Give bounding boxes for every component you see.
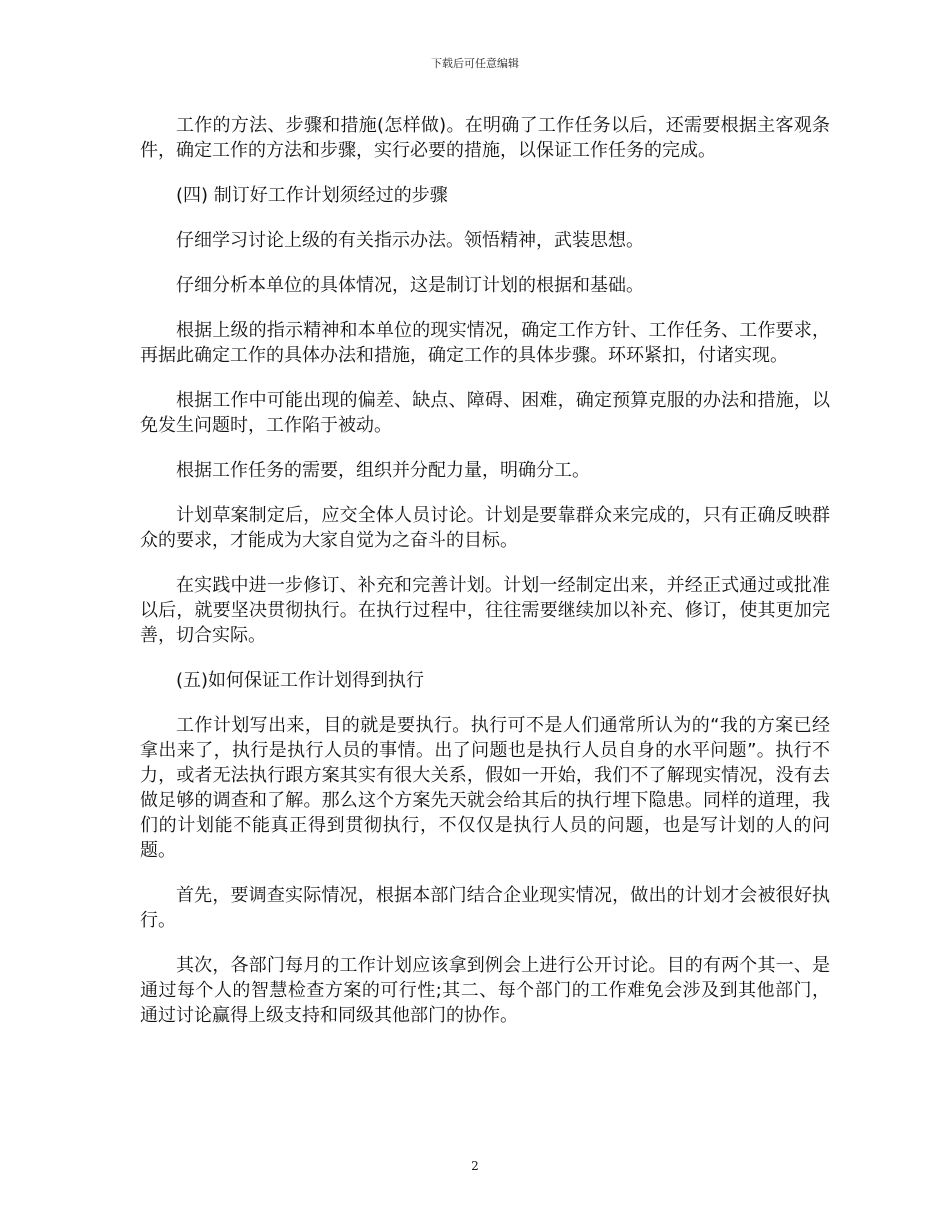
page-number: 2 [471, 1159, 479, 1173]
paragraph-methods: 工作的方法、步骤和措施(怎样做)。在明确了工作任务以后，还需要根据主客观条件，确定工作的方法和步骤，实行必要的措施，以保证工作任务的完成。 [140, 115, 830, 161]
paragraph-organize: 根据工作任务的需要，组织并分配力量，明确分工。 [176, 460, 590, 481]
paragraph-determine: 根据上级的指示精神和本单位的现实情况，确定工作方针、工作任务、工作要求，再据此确定工作的具体办法和措施，确定工作的具体步骤。环环紧扣，付诸实现。 [140, 320, 830, 366]
paragraph-second: 其次，各部门每月的工作计划应该拿到例会上进行公开讨论。目的有两个其一、是通过每个人的智慧检查方案的可行性;其二、每个部门的工作难免会涉及到其他部门，通过讨论赢得上级支持和同级其他部门的协作。 [140, 955, 830, 1026]
paragraph-discuss: 计划草案制定后，应交全体人员讨论。计划是要靠群众来完成的，只有正确反映群众的要求，才能成为大家自觉为之奋斗的目标。 [140, 505, 830, 551]
paragraph-analyze: 仔细分析本单位的具体情况，这是制订计划的根据和基础。 [176, 275, 644, 296]
paragraph-revise: 在实践中进一步修订、补充和完善计划。计划一经制定出来，并经正式通过或批准以后，就要坚决贯彻执行。在执行过程中，往往需要继续加以补充、修订，使其更加完善，切合实际。 [140, 575, 830, 646]
section-heading-4: (四) 制订好工作计划须经过的步骤 [176, 185, 448, 206]
paragraph-execution: 工作计划写出来，目的就是要执行。执行可不是人们通常所认为的“我的方案已经拿出来了，执行是执行人员的事情。出了问题也是执行人员自身的水平问题”。执行不力，或者无法执行跟方案其实有很大关系，假如一开始，我们不了解现实情况，没有去做足够的调查和了解。那么这个方案先天就会给其后的执行埋下隐患。同样的道理，我们的计划能不能真正得到贯彻执行，不仅仅是执行人员的问题，也是写计划的人的问题。 [140, 715, 830, 861]
paragraph-study: 仔细学习讨论上级的有关指示办法。领悟精神，武装思想。 [176, 230, 644, 251]
document-body [140, 113, 830, 1048]
paragraph-first: 首先，要调查实际情况，根据本部门结合企业现实情况，做出的计划才会被很好执行。 [140, 885, 830, 931]
paragraph-risks: 根据工作中可能出现的偏差、缺点、障碍、困难，确定预算克服的办法和措施，以免发生问题时，工作陷于被动。 [140, 390, 830, 436]
section-heading-5: (五)如何保证工作计划得到执行 [176, 670, 425, 691]
page-header: 下载后可任意编辑 [431, 57, 519, 70]
